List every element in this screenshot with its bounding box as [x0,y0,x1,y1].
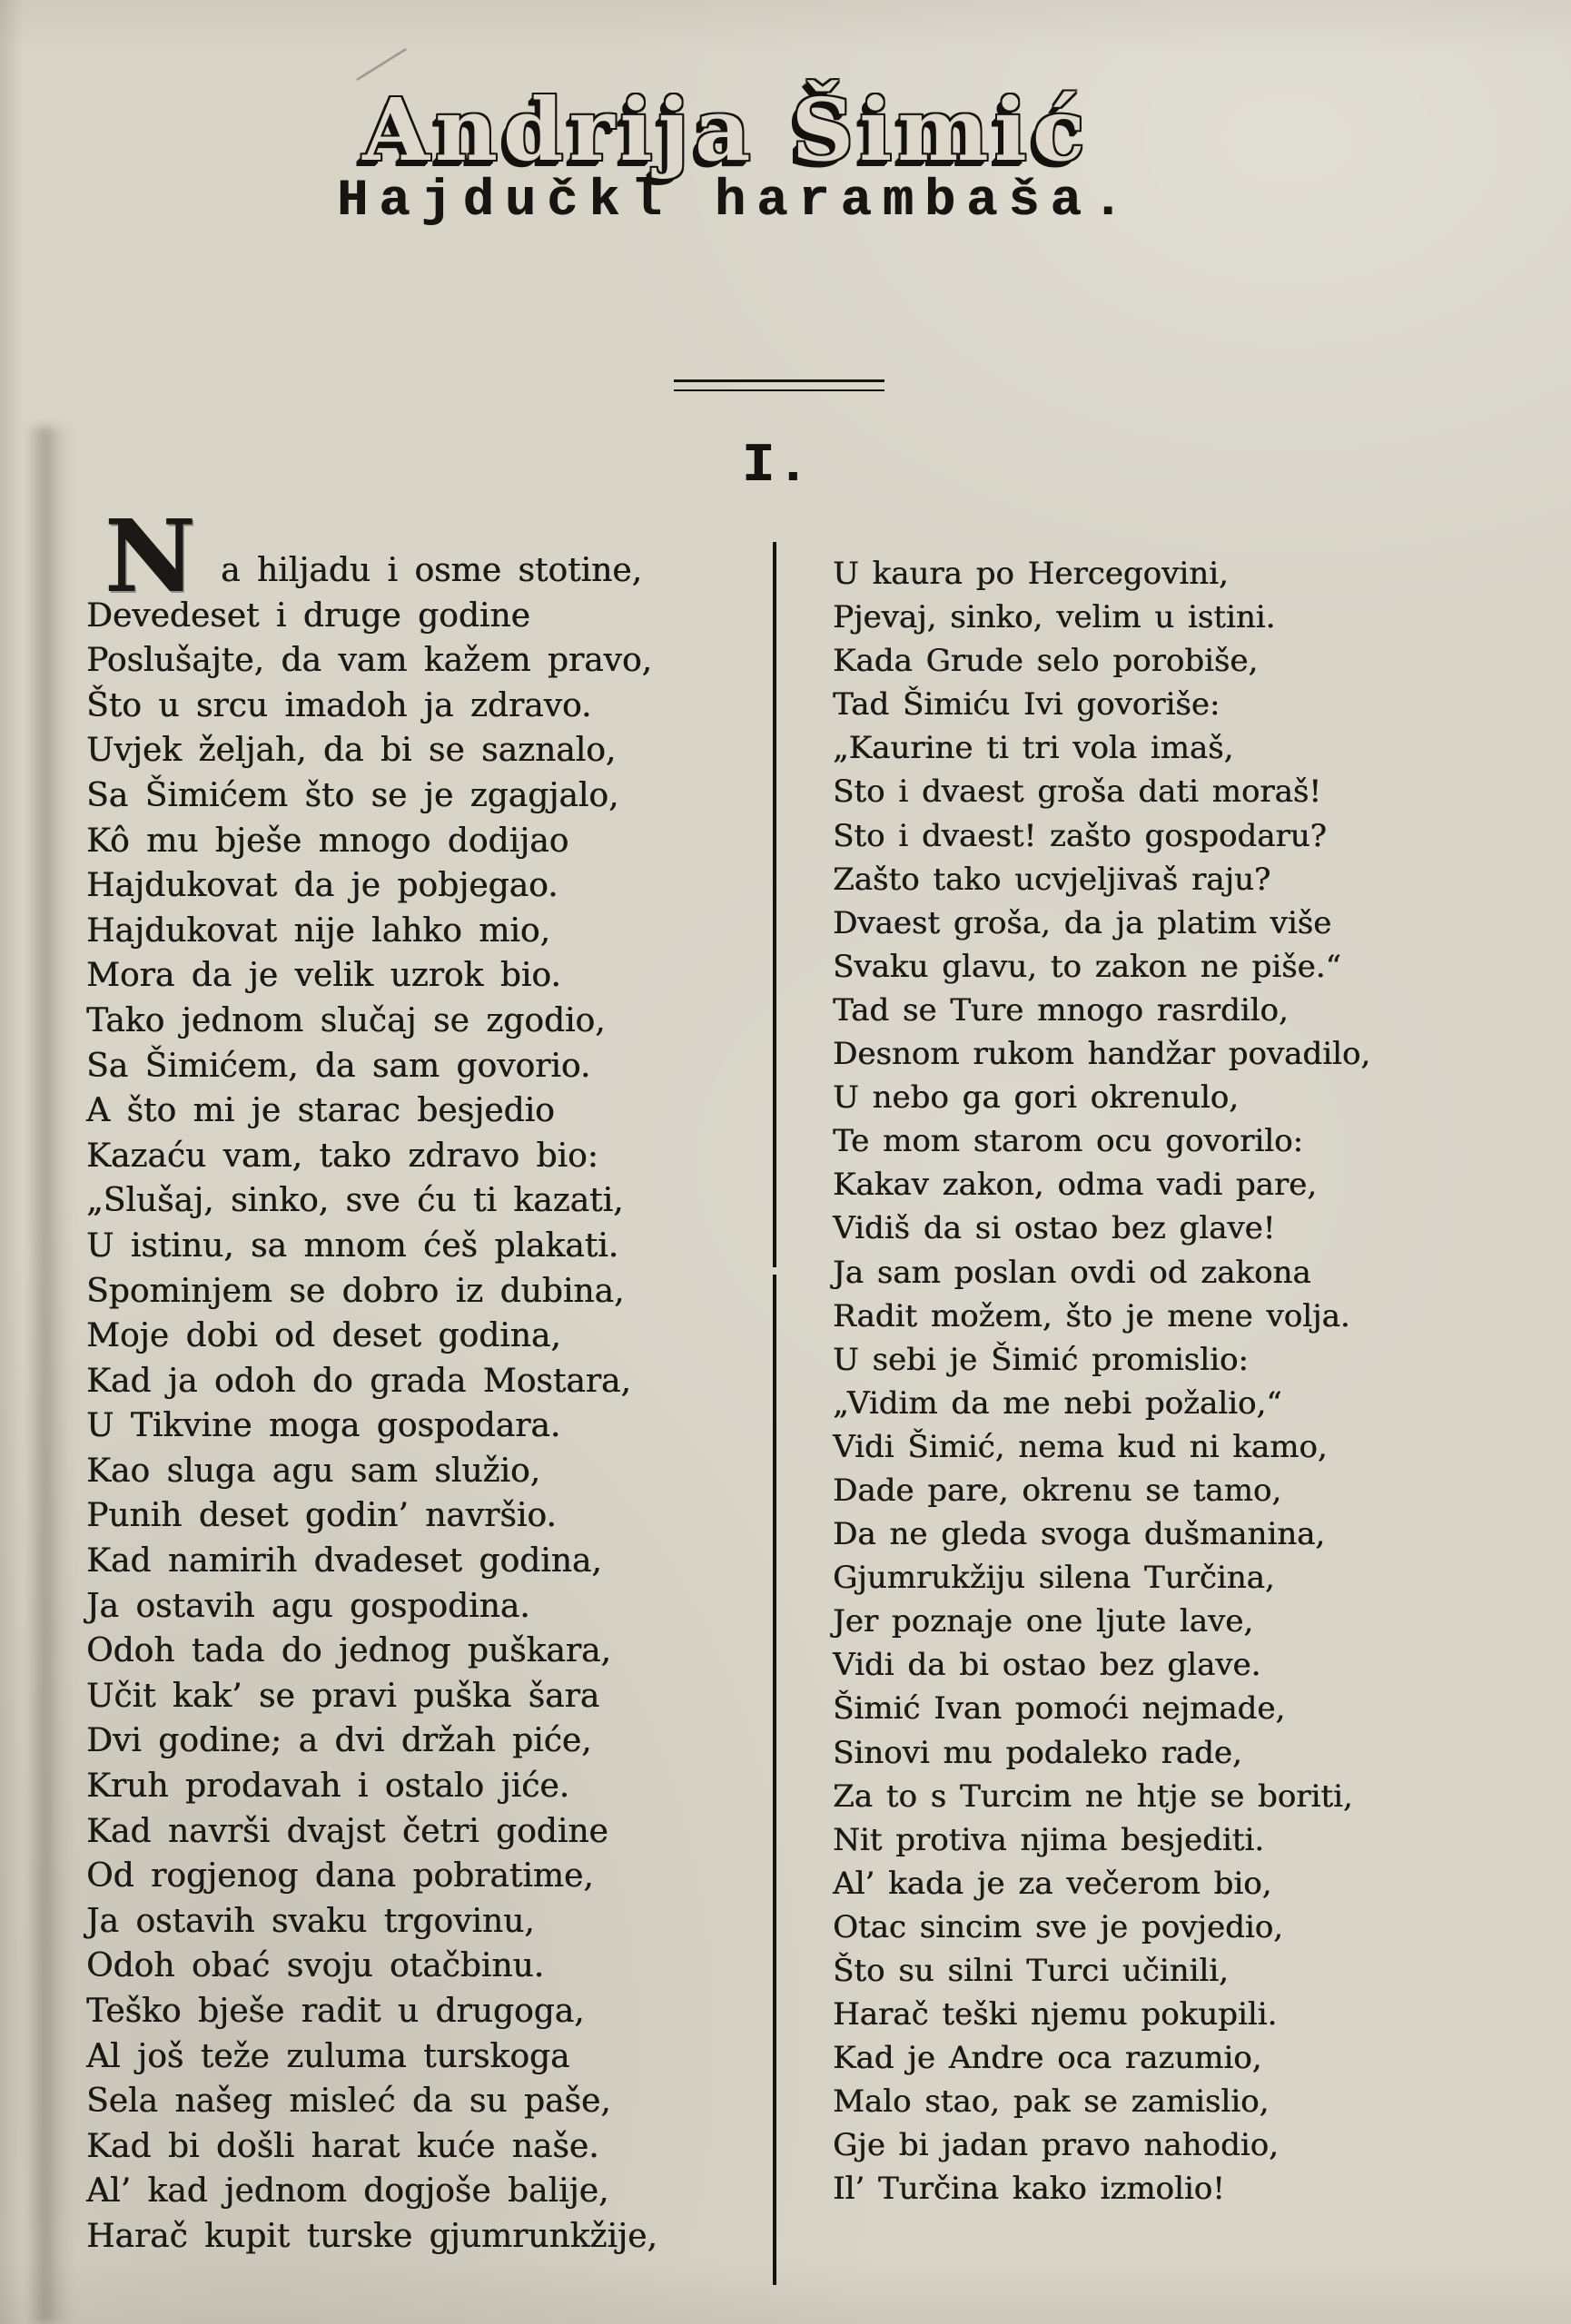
verse-line: Mora da je velik uzrok bio. [86,957,561,995]
verse-line: Kad ja odoh do grada Mostara, [86,1362,631,1400]
verse-line: Odoh obać svoju otačbinu. [86,1947,545,1985]
verse-line: Teško bješe radit u drugoga, [86,1993,585,2030]
ornamental-double-rule [674,379,884,391]
verse-line: Što su silni Turci učinili, [833,1953,1229,1989]
verse-line: Gje bi jadan pravo nahodio, [833,2127,1279,2164]
verse-line: Tad Šimiću Ivi govoriše: [833,686,1220,724]
column-divider-upper [773,542,776,1267]
verse-line: Kad bi došli harat kuće naše. [86,2127,599,2165]
verse-line: Harač teški njemu pokupili. [833,1996,1278,2034]
verse-line: Moje dobi od deset godina, [86,1317,561,1355]
verse-line: Hajdukovat da je pobjegao. [86,867,558,905]
verse-line: Vidi da bi ostao bez glave. [833,1647,1261,1684]
paper-crease [25,427,73,2324]
verse-line: Šimić Ivan pomoći nejmade, [833,1690,1286,1728]
verse-line: Sinovi mu podaleko rade, [833,1734,1242,1771]
verse-line [86,497,754,615]
poem-column-left [86,497,754,2260]
verse-line: Kad je Andre oca razumio, [833,2040,1262,2077]
verse-line: Svaku glavu, to zakon ne piše.“ [833,948,1341,985]
verse-line: Sto i dvaest! zašto gospodaru? [833,817,1327,854]
verse-line: A što mi je starac besjedio [86,1092,555,1130]
verse-line: Vidi Šimić, nema kud ni kamo, [833,1428,1328,1465]
verse-line: Kruh prodavah i ostalo jiće. [86,1768,570,1806]
verse-line: Radit možem, što je mene volja. [833,1297,1350,1334]
verse-text: a hiljadu i osme stotine, [221,552,642,589]
verse-line: Dade pare, okrenu se tamo, [833,1472,1282,1509]
verse-line: Dvi godine; a dvi držah piće, [86,1722,592,1760]
verse-line: Kakav zakon, odma vadi pare, [833,1167,1318,1204]
verse-line: Odoh tada do jednog puškara, [86,1632,611,1670]
verse-line: Sela našeg misleć da su paše, [86,2083,611,2121]
verse-line: Te mom starom ocu govorilo: [833,1123,1303,1160]
verse-line: U Tikvine moga gospodara. [86,1407,561,1445]
page-subtitle: Hajdučkl harambaša. [337,172,1134,231]
verse-line: Poslušajte, da vam kažem pravo, [86,642,653,680]
verse-line: Učit kak’ se pravi puška šara [86,1677,600,1715]
paper-scratch [356,48,406,81]
verse-line: Kazaću vam, tako zdravo bio: [86,1137,598,1175]
verse-line: Al’ kad jednom dogjoše balije, [86,2172,609,2211]
verse-line: Kao sluga agu sam služio, [86,1452,541,1490]
page-title: Andrija Šimić [362,80,1091,181]
verse-line: Al još teže zuluma turskoga [86,2037,570,2075]
verse-line: „Kaurine ti tri vola imaš, [833,730,1234,767]
verse-line: Sa Šimićem, da sam govorio. [86,1047,591,1085]
verse-line: Jer poznaje one ljute lave, [833,1603,1254,1640]
verse-line: Spominjem se dobro iz dubina, [86,1272,625,1310]
verse-line: Sto i dvaest groša dati moraš! [833,773,1321,811]
verse-line: U kaura po Hercegovini, [833,556,1229,592]
poem-column-right [833,552,1371,2211]
verse-line: Uvjek željah, da bi se saznalo, [86,732,617,770]
verse-line: Zašto tako ucvjeljivaš raju? [833,861,1271,898]
column-divider-lower [773,1275,776,2285]
verse-line: Ja ostavih agu gospodina. [86,1587,530,1625]
verse-line: Malo stao, pak se zamislio, [833,2083,1270,2121]
verse-line: Devedeset i druge godine [86,596,530,635]
verse-line: Il’ Turčina kako izmolio! [833,2171,1225,2208]
verse-line: Punih deset godin’ navršio. [86,1497,557,1535]
verse-line: U sebi je Šimić promislio: [833,1341,1249,1378]
verse-line: Kad navrši dvajst četri godine [86,1812,608,1850]
verse-line: U istinu, sa mnom ćeš plakati. [86,1226,619,1265]
verse-line: Al’ kada je za večerom bio, [833,1865,1272,1902]
verse-line: Ja sam poslan ovdi od zakona [833,1254,1311,1291]
section-heading: I. [741,436,811,497]
verse-line: Nit protiva njima besjediti. [833,1821,1265,1858]
verse-line: Gjumrukžiju silena Turčina, [833,1560,1275,1597]
verse-line: Da ne gleda svoga dušmanina, [833,1516,1326,1553]
verse-line: „Slušaj, sinko, sve ću ti kazati, [86,1182,624,1220]
verse-line: Kô mu bješe mnogo dodijao [86,822,569,860]
verse-line: Kad namirih dvadeset godina, [86,1542,602,1581]
verse-line: Hajdukovat nije lahko mio, [86,911,550,950]
verse-line: Što u srcu imadoh ja zdravo. [86,686,592,724]
verse-line: Tako jednom slučaj se zgodio, [86,1001,606,1039]
verse-line: Vidiš da si ostao bez glave! [833,1210,1276,1247]
verse-line: Ja ostavih svaku trgovinu, [86,1902,535,1940]
verse-line: Otac sincim sve je povjedio, [833,1908,1283,1945]
verse-line: „Vidim da me nebi požalio,“ [833,1384,1282,1422]
verse-line: Od rogjenog dana pobratime, [86,1857,594,1896]
verse-line: Harač kupit turske gjumrunkžije, [86,2217,657,2255]
verse-line: Kada Grude selo porobiše, [833,643,1259,680]
verse-line: Dvaest groša, da ja platim više [833,904,1332,941]
verse-line: U nebo ga gori okrenulo, [833,1079,1239,1117]
verse-line: Pjevaj, sinko, velim u istini. [833,599,1276,636]
verse-line: Sa Šimićem što se je zgagjalo, [86,776,619,814]
verse-line: Desnom rukom handžar povadilo, [833,1036,1371,1073]
drop-cap-initial: N [104,497,196,615]
verse-line: Tad se Ture mnogo rasrdilo, [833,991,1289,1029]
verse-line: Za to s Turcim ne htje se boriti, [833,1777,1353,1815]
